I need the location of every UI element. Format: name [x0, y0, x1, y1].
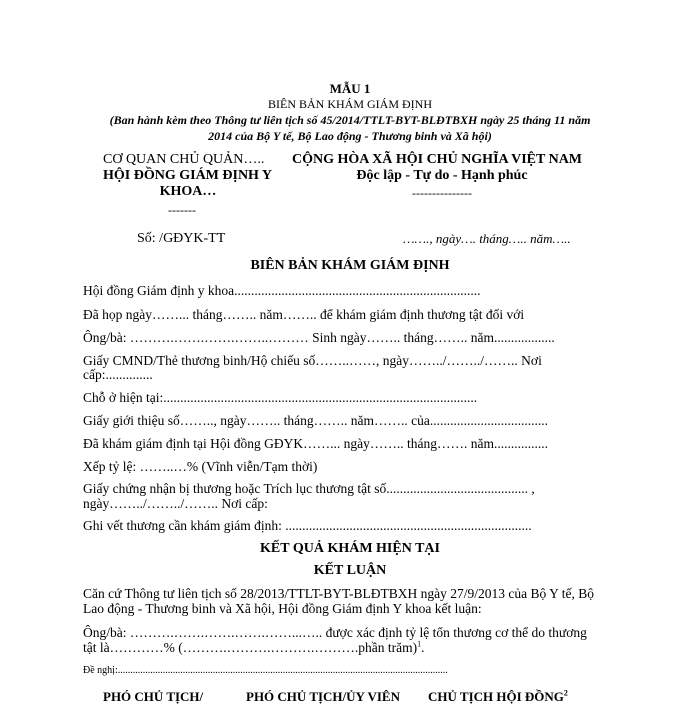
- recommendation: Đề nghị:....................................................................................................................................: [83, 665, 448, 676]
- conclusion-rate: tật là…………% (……….……….……….……….phần trăm): [83, 640, 418, 655]
- field-injury-certificate: Giấy chứng nhận bị thương hoặc Trích lục thương tật số.......................................... ,: [83, 481, 535, 496]
- conclusion-title: KẾT LUẬN: [313, 563, 387, 578]
- signature-right: [428, 689, 568, 705]
- footnote-mark-2: 2: [563, 688, 568, 698]
- conclusion-line1: Căn cứ Thông tư liên tịch số 28/2013/TTLT-BYT-BLĐTBXH ngày 27/9/2013 của Bộ Y tế, Bộ: [83, 586, 594, 601]
- signature-left: PHÓ CHỦ TỊCH/: [103, 689, 204, 704]
- field-id-issue-place: cấp:..............: [83, 367, 153, 382]
- agency-dashes: -------: [168, 203, 196, 217]
- result-title: KẾT QUẢ KHÁM HIỆN TẠI: [260, 541, 440, 556]
- field-council: Hội đồng Giám định y khoa.........................................................................: [83, 283, 481, 298]
- signature-right-label: CHỦ TỊCH HỘI ĐỒNG: [428, 689, 564, 704]
- field-wounds: Ghi vết thương cần khám giám định: .........................................................................: [83, 518, 532, 533]
- field-person: Ông/bà: ……….…….…….……..……… Sinh ngày…….. tháng…….. năm..................: [83, 330, 555, 345]
- issued-note-line2: 2014 của Bộ Y tế, Bộ Lao động - Thương binh và Xã hội): [208, 129, 492, 143]
- signature-middle: PHÓ CHỦ TỊCH/ỦY VIÊN: [246, 689, 400, 704]
- nation-line1: CỘNG HÒA XÃ HỘI CHỦ NGHĨA VIỆT NAM: [292, 152, 583, 167]
- conclusion-line4: [83, 640, 424, 656]
- field-rating: Xếp tỷ lệ: ……..…% (Vĩnh viễn/Tạm thời): [83, 459, 318, 474]
- nation-dashes: ---------------: [412, 186, 472, 200]
- conclusion-line4-end: .: [421, 640, 425, 655]
- document-number: Số: /GĐYK-TT: [137, 231, 226, 246]
- nation-line2: Độc lập - Tự do - Hạnh phúc: [356, 168, 528, 183]
- field-certificate-date: ngày……../……../…….. Nơi cấp:: [83, 496, 268, 511]
- field-meeting-date: Đã họp ngày……... tháng…….. năm…….. để khám giám định thương tật đối với: [83, 307, 525, 322]
- field-id-card: Giấy CMND/Thẻ thương binh/Hộ chiếu số……..……, ngày……../……../…….. Nơi: [83, 353, 542, 368]
- form-number: MẪU 1: [329, 81, 371, 96]
- conclusion-line3: Ông/bà: ……….…….…….…….……...….. được xác định tỷ lệ tổn thương cơ thể do thương: [83, 625, 587, 640]
- conclusion-line2: Lao động - Thương binh và Xã hội, Hội đồng Giám định Y khoa kết luận:: [83, 601, 482, 616]
- footnote-mark-1: 1: [417, 639, 422, 649]
- form-title: BIÊN BẢN KHÁM GIÁM ĐỊNH: [268, 97, 432, 111]
- document-date: ……., ngày…. tháng….. năm…..: [403, 231, 571, 246]
- issued-note-line1: (Ban hành kèm theo Thông tư liên tịch số 45/2014/TTLT-BYT-BLĐTBXH ngày 25 tháng 11 năm: [109, 113, 591, 127]
- field-examined: Đã khám giám định tại Hội đồng GĐYK……... ngày…….. tháng……. năm................: [83, 436, 548, 451]
- agency-line2: HỘI ĐỒNG GIÁM ĐỊNH Y: [103, 168, 273, 183]
- agency-line1: CƠ QUAN CHỦ QUẢN…..: [103, 152, 265, 167]
- section-title: BIÊN BẢN KHÁM GIÁM ĐỊNH: [250, 258, 450, 273]
- agency-line3: KHOA…: [159, 184, 217, 199]
- field-residence: Chỗ ở hiện tại:.............................................................................................: [83, 390, 478, 405]
- field-referral: Giấy giới thiệu số…….., ngày…….. tháng…….. năm…….. của...................................: [83, 413, 548, 428]
